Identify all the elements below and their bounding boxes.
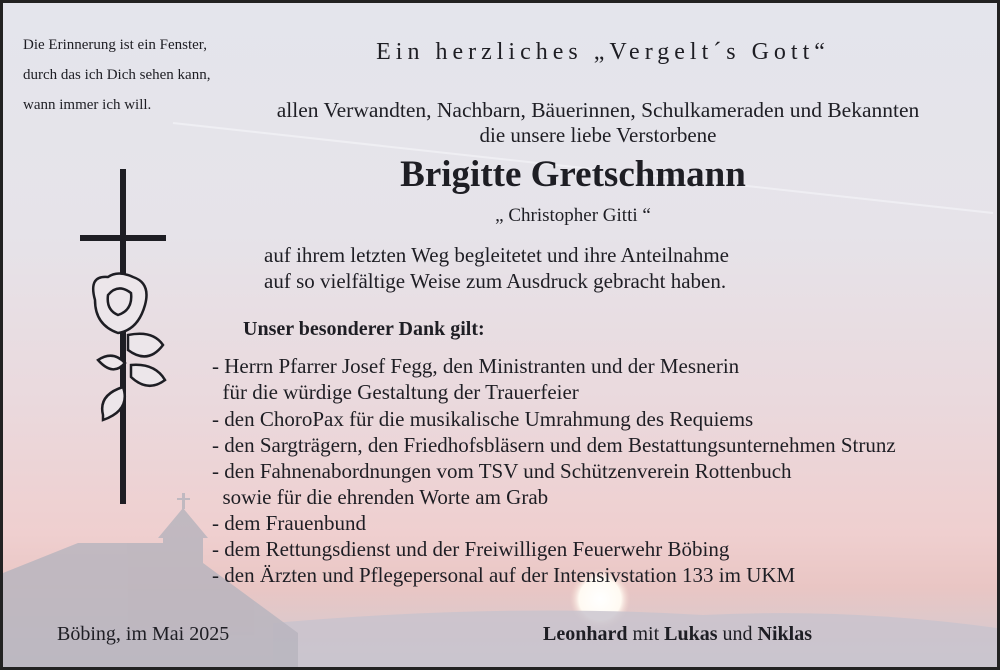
intro-line: allen Verwandten, Nachbarn, Bäuerinnen, Schulkameraden und Bekannten xyxy=(276,98,920,122)
signature-name: Lukas xyxy=(664,623,718,645)
deceased-name: Brigitte Gretschmann xyxy=(400,154,746,195)
body-line: auf ihrem letzten Weg begleitetet und ihre Anteilnahme xyxy=(264,243,730,267)
signature-name: Niklas xyxy=(757,623,812,645)
body-line: auf so vielfältige Weise zum Ausdruck gebracht haben. xyxy=(264,269,727,293)
thanks-item: - Herrn Pfarrer Josef Fegg, den Ministranten und der Mesnerin xyxy=(212,354,740,378)
thanks-item: - dem Rettungsdienst und der Freiwilligen Feuerwehr Böbing xyxy=(212,537,730,561)
thanks-title: Unser besonderer Dank gilt: xyxy=(243,318,485,340)
nickname: „ Christopher Gitti “ xyxy=(495,205,651,226)
signature-name: Leonhard xyxy=(543,623,628,645)
cross-with-rose-icon xyxy=(73,165,183,510)
signature-word: mit xyxy=(627,623,665,645)
poem-line: durch das ich Dich sehen kann, xyxy=(23,67,211,83)
intro-line: die unsere liebe Verstorbene xyxy=(479,123,717,147)
poem-line: Die Erinnerung ist ein Fenster, xyxy=(23,37,207,53)
heading: Ein herzliches „Vergelt´s Gott“ xyxy=(376,39,830,65)
thanks-item: - den Sargträgern, den Friedhofsbläsern und dem Bestattungsunternehmen Strunz xyxy=(212,433,896,457)
signature xyxy=(543,623,812,646)
thanks-item: - den Fahnenabordnungen vom TSV und Schützenverein Rottenbuch xyxy=(212,459,792,483)
signature-word: und xyxy=(717,623,758,645)
thanks-item: - den Ärzten und Pflegepersonal auf der Intensivstation 133 im UKM xyxy=(212,563,796,587)
thanks-item: - dem Frauenbund xyxy=(212,511,366,535)
poem-line: wann immer ich will. xyxy=(23,97,152,113)
place-date: Böbing, im Mai 2025 xyxy=(57,623,230,645)
thanks-item: für die würdige Gestaltung der Trauerfeier xyxy=(212,380,579,404)
obituary-card xyxy=(3,3,997,667)
thanks-item: sowie für die ehrenden Worte am Grab xyxy=(212,485,549,509)
thanks-item: - den ChoroPax für die musikalische Umrahmung des Requiems xyxy=(212,407,754,431)
